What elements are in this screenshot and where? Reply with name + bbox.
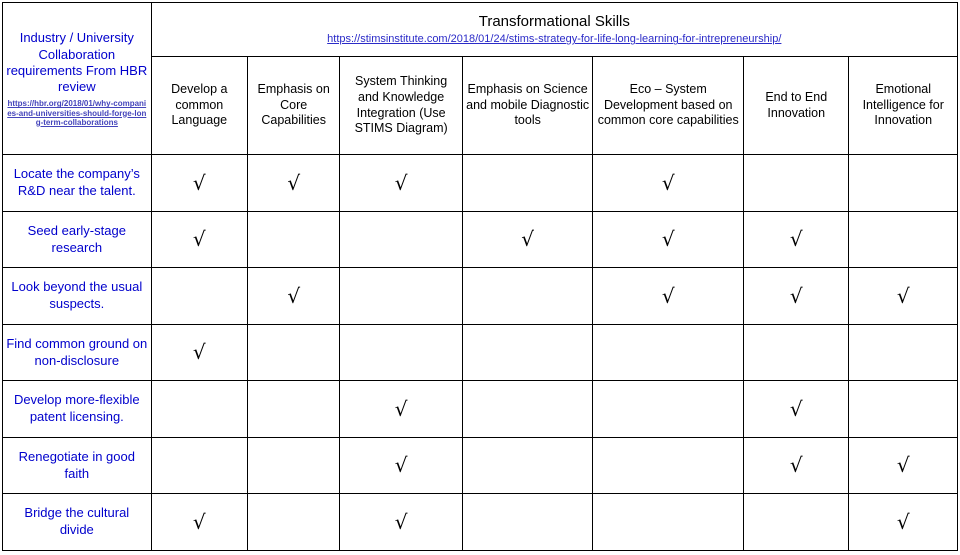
check-icon: √ <box>192 227 206 252</box>
cell-r1-c2 <box>340 211 463 268</box>
table-row <box>3 494 958 551</box>
cell-r3-c4 <box>593 324 744 381</box>
cell-r3-c0 <box>151 324 247 381</box>
cell-r3-c3 <box>462 324 593 381</box>
check-icon: √ <box>661 170 675 195</box>
cell-r2-c5 <box>744 268 849 325</box>
transformational-skills-banner <box>151 3 957 57</box>
cell-r5-c0 <box>151 437 247 494</box>
table-row <box>3 211 958 268</box>
cell-r6-c2 <box>340 494 463 551</box>
cell-r2-c4 <box>593 268 744 325</box>
cell-r5-c6 <box>849 437 958 494</box>
cell-r0-c4 <box>593 155 744 212</box>
row-header-flexible-patent-licensing: Develop more-flexible patent licensing. <box>3 381 152 438</box>
cell-r3-c5 <box>744 324 849 381</box>
check-icon: √ <box>287 170 301 195</box>
column-header-develop-common-language: Develop a common Language <box>151 56 247 154</box>
cell-r5-c3 <box>462 437 593 494</box>
cell-r1-c6 <box>849 211 958 268</box>
cell-r0-c5 <box>744 155 849 212</box>
row-header-bridge-cultural-divide: Bridge the cultural divide <box>3 494 152 551</box>
cell-r0-c1 <box>248 155 340 212</box>
cell-r6-c3 <box>462 494 593 551</box>
cell-r3-c6 <box>849 324 958 381</box>
table-row <box>3 324 958 381</box>
cell-r6-c1 <box>248 494 340 551</box>
banner-title: Transformational Skills <box>478 13 630 31</box>
table-row <box>3 381 958 438</box>
cell-r1-c3 <box>462 211 593 268</box>
cell-r4-c4 <box>593 381 744 438</box>
cell-r2-c6 <box>849 268 958 325</box>
check-icon: √ <box>896 283 910 308</box>
cell-r3-c2 <box>340 324 463 381</box>
column-header-science-diagnostics: Emphasis on Science and mobile Diagnostic tools <box>462 56 593 154</box>
check-icon: √ <box>789 227 803 252</box>
check-icon: √ <box>192 340 206 365</box>
row-header-find-common-ground-nondisclosure: Find common ground on non-disclosure <box>3 324 152 381</box>
cell-r6-c6 <box>849 494 958 551</box>
cell-r5-c5 <box>744 437 849 494</box>
table-row <box>3 437 958 494</box>
row-header-seed-early-stage-research: Seed early-stage research <box>3 211 152 268</box>
cell-r0-c6 <box>849 155 958 212</box>
cell-r0-c0 <box>151 155 247 212</box>
check-icon: √ <box>661 283 675 308</box>
column-header-system-thinking: System Thinking and Knowledge Integration (Use STIMS Diagram) <box>340 56 463 154</box>
collaboration-matrix-container <box>2 2 958 551</box>
cell-r6-c5 <box>744 494 849 551</box>
cell-r4-c2 <box>340 381 463 438</box>
column-header-core-capabilities: Emphasis on Core Capabilities <box>248 56 340 154</box>
cell-r1-c1 <box>248 211 340 268</box>
hbr-source-link[interactable]: https://hbr.org/2018/01/why-companies-and-universities-should-forge-long-term-collaborations <box>7 99 147 127</box>
stims-institute-link[interactable]: https://stimsinstitute.com/2018/01/24/stims-strategy-for-life-long-learning-for-intrepreneurship/ <box>327 33 782 46</box>
check-icon: √ <box>192 509 206 534</box>
cell-r5-c2 <box>340 437 463 494</box>
collaboration-requirements-table <box>2 2 958 551</box>
row-header-renegotiate-good-faith: Renegotiate in good faith <box>3 437 152 494</box>
row-header-look-beyond-usual-suspects: Look beyond the usual suspects. <box>3 268 152 325</box>
table-row <box>3 155 958 212</box>
cell-r1-c4 <box>593 211 744 268</box>
check-icon: √ <box>789 283 803 308</box>
cell-r6-c0 <box>151 494 247 551</box>
cell-r5-c1 <box>248 437 340 494</box>
column-header-eco-system-development: Eco – System Development based on common core capabilities <box>593 56 744 154</box>
column-header-emotional-intelligence: Emotional Intelligence for Innovation <box>849 56 958 154</box>
cell-r3-c1 <box>248 324 340 381</box>
table-row <box>3 268 958 325</box>
check-icon: √ <box>896 509 910 534</box>
table-header-banner-row <box>3 3 958 57</box>
cell-r1-c0 <box>151 211 247 268</box>
cell-r6-c4 <box>593 494 744 551</box>
cell-r0-c3 <box>462 155 593 212</box>
check-icon: √ <box>394 509 408 534</box>
check-icon: √ <box>394 170 408 195</box>
cell-r0-c2 <box>340 155 463 212</box>
check-icon: √ <box>394 396 408 421</box>
check-icon: √ <box>661 227 675 252</box>
check-icon: √ <box>287 283 301 308</box>
cell-r2-c1 <box>248 268 340 325</box>
check-icon: √ <box>789 453 803 478</box>
cell-r2-c2 <box>340 268 463 325</box>
cell-r2-c0 <box>151 268 247 325</box>
cell-r4-c0 <box>151 381 247 438</box>
check-icon: √ <box>192 170 206 195</box>
cell-r1-c5 <box>744 211 849 268</box>
cell-r5-c4 <box>593 437 744 494</box>
cell-r4-c3 <box>462 381 593 438</box>
check-icon: √ <box>394 453 408 478</box>
cell-r4-c6 <box>849 381 958 438</box>
cell-r4-c1 <box>248 381 340 438</box>
row-header-locate-rd-near-talent: Locate the company’s R&D near the talent. <box>3 155 152 212</box>
column-header-end-to-end-innovation: End to End Innovation <box>744 56 849 154</box>
corner-header-cell <box>3 3 152 155</box>
check-icon: √ <box>521 227 535 252</box>
cell-r2-c3 <box>462 268 593 325</box>
cell-r4-c5 <box>744 381 849 438</box>
corner-header-title: Industry / University Collaboration requirements From HBR review <box>6 30 148 95</box>
check-icon: √ <box>896 453 910 478</box>
check-icon: √ <box>789 396 803 421</box>
